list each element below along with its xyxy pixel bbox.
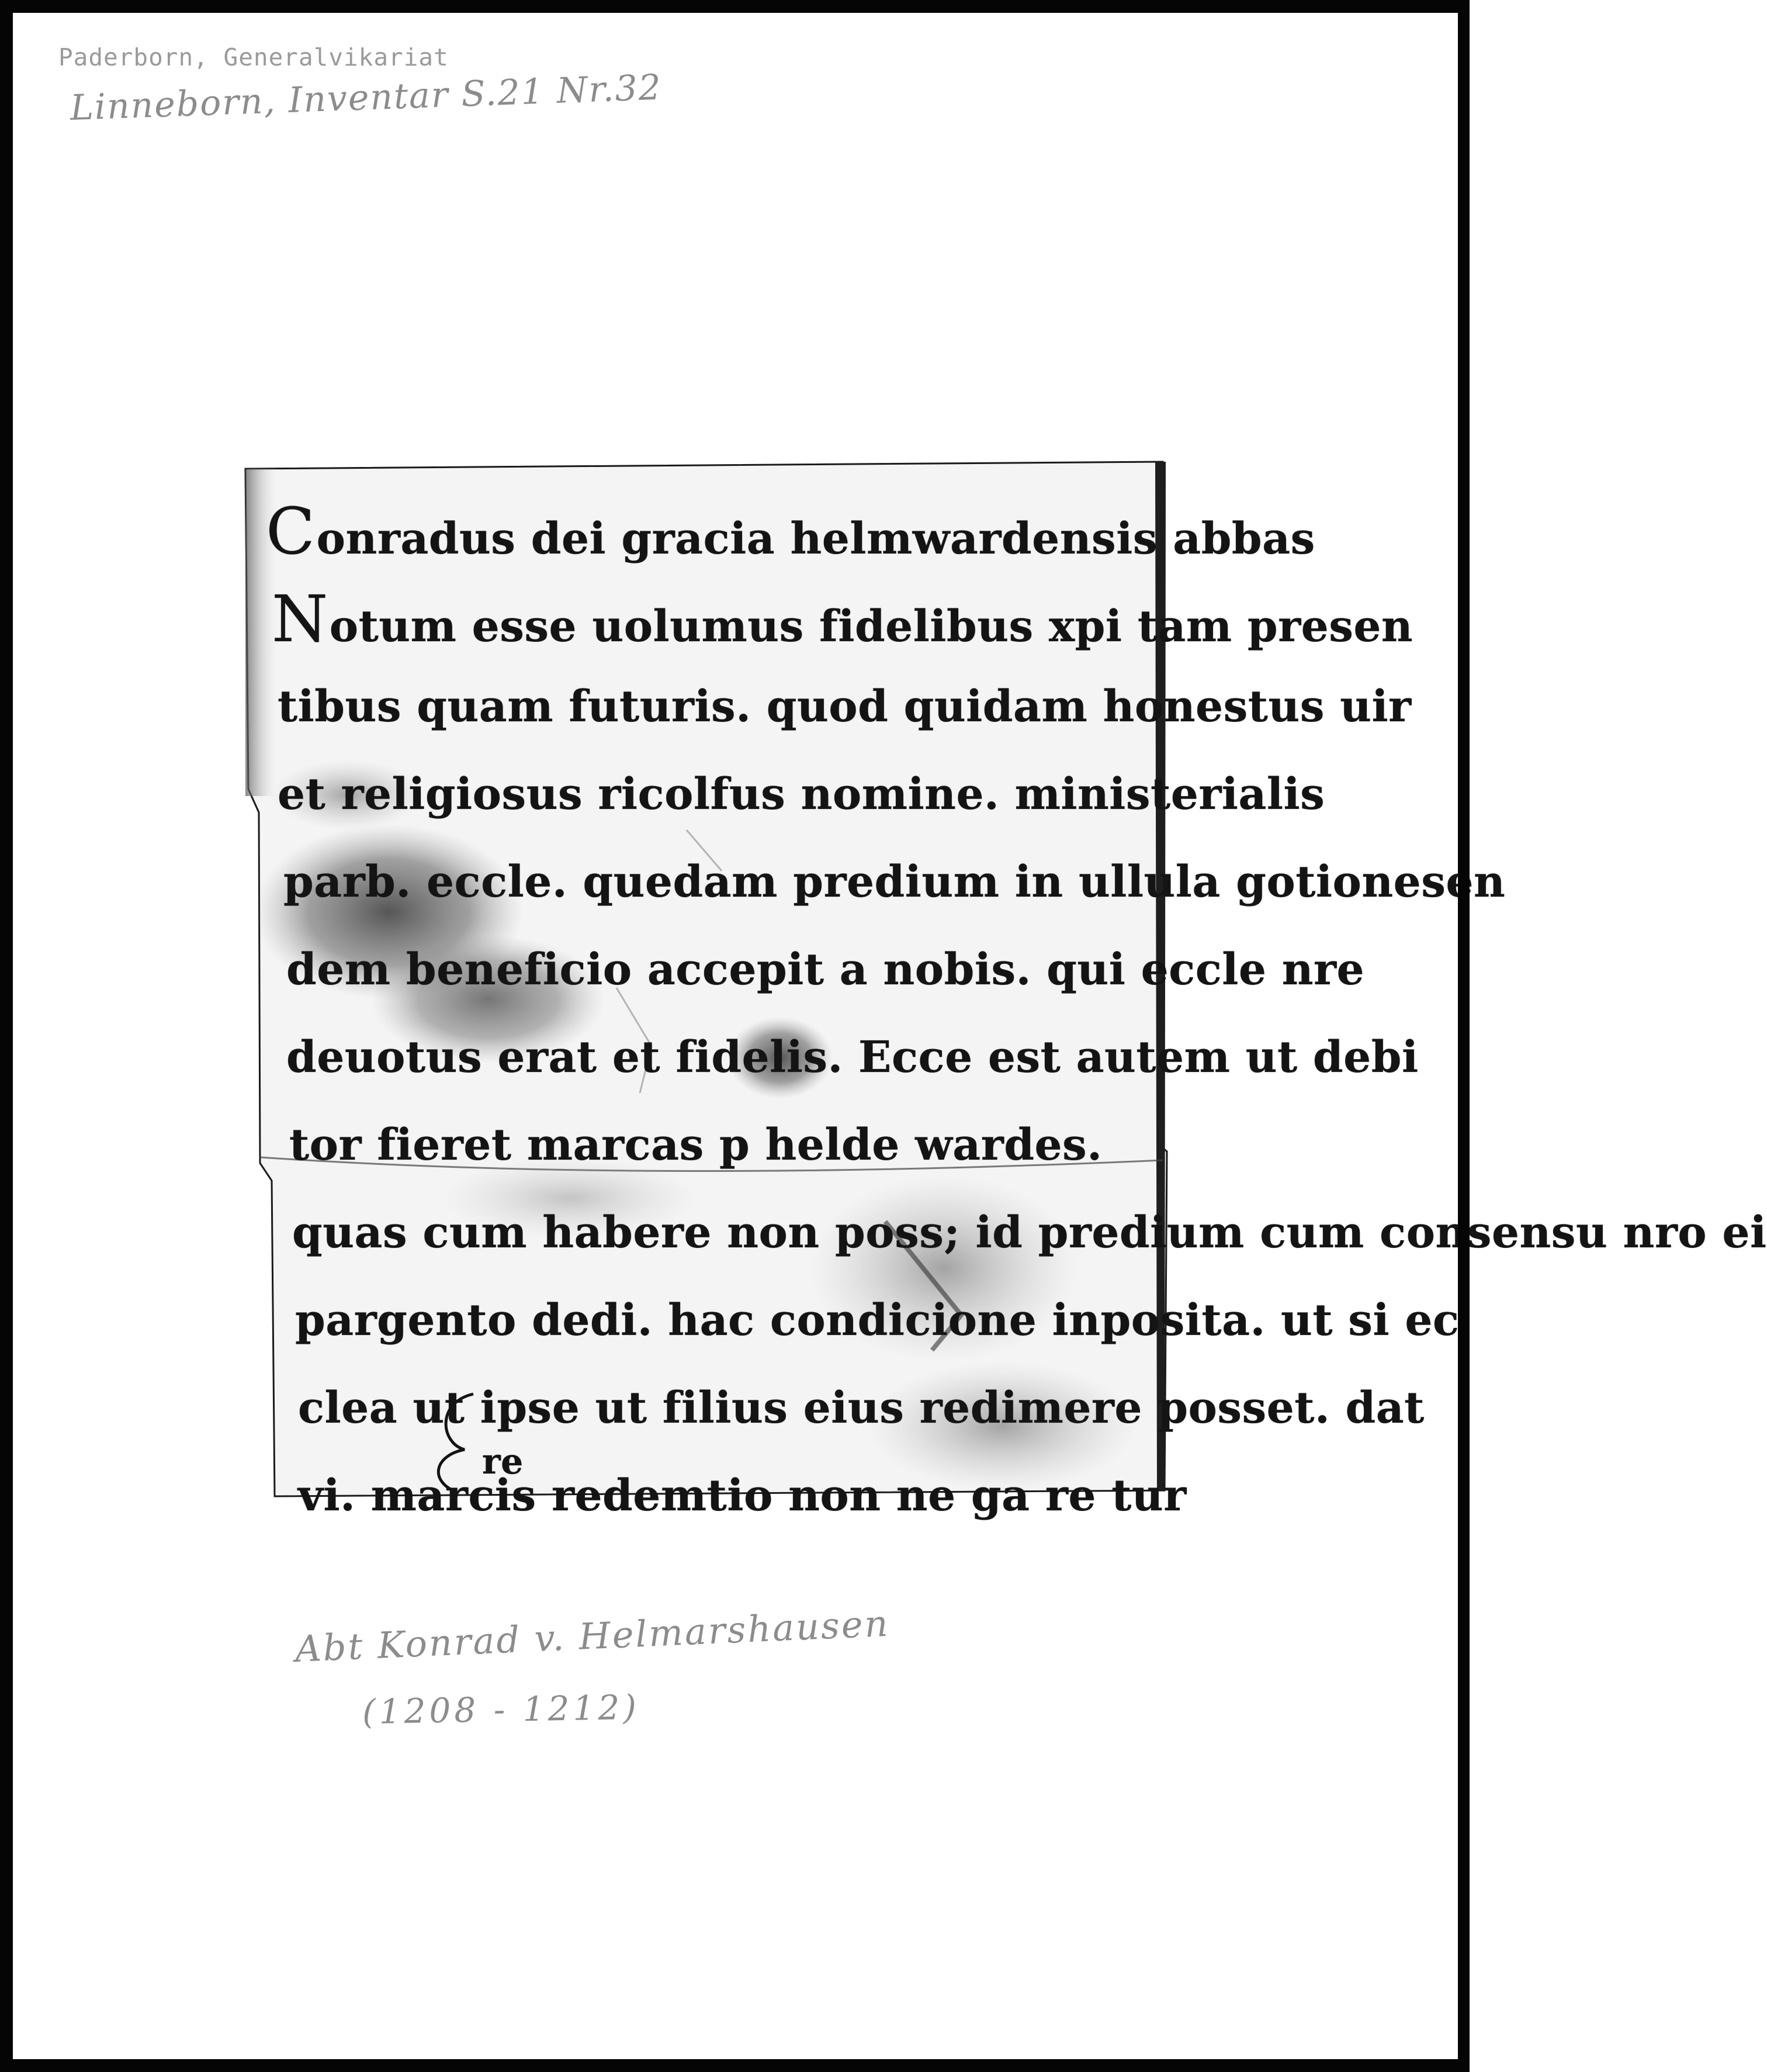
attribution-date: (1208 - 1212) bbox=[362, 1687, 640, 1732]
charter-line bbox=[266, 1374, 1425, 1461]
charter-line bbox=[266, 582, 1413, 672]
line-text: clea ut ipse ut filius eius redimere posset. dat bbox=[298, 1383, 1425, 1433]
charter-line bbox=[266, 1286, 1460, 1374]
charter-line bbox=[266, 848, 1506, 935]
line-text: vi. marcis redemtio non ne ga re tur bbox=[298, 1471, 1187, 1521]
charter-text bbox=[266, 494, 1767, 1549]
line-text: dem beneficio accepit a nobis. qui eccle nre bbox=[286, 945, 1365, 995]
initial-letter: C bbox=[266, 494, 316, 569]
charter-line bbox=[266, 494, 1315, 584]
charter-line bbox=[266, 1111, 1154, 1198]
charter-line bbox=[266, 672, 1412, 760]
line-text: deuotus erat et fidelis. Ecce est autem ut debi bbox=[286, 1032, 1419, 1082]
line-text: tor fieret marcas p helde wardes. bbox=[289, 1120, 1103, 1170]
line-text: tibus quam futuris. quod quidam honestus uir bbox=[278, 682, 1412, 732]
line-text: et religiosus ricolfus nomine. ministerialis bbox=[278, 769, 1325, 819]
initial-letter: N bbox=[272, 582, 328, 656]
charter-line bbox=[266, 1441, 1187, 1549]
charter-photograph bbox=[242, 462, 1767, 1521]
archive-stamp: Paderborn, Generalvikariat bbox=[58, 43, 449, 71]
charter-line bbox=[266, 1023, 1419, 1111]
inventory-note: Linneborn, Inventar S.21 Nr.32 bbox=[69, 67, 663, 129]
charter-line bbox=[266, 760, 1325, 848]
attribution-title: Abt Konrad v. Helmarshausen bbox=[294, 1601, 891, 1670]
charter-line bbox=[266, 1198, 1767, 1286]
line-text: parb. eccle. quedam predium in ullula gotionesen bbox=[283, 857, 1506, 907]
line-text: otum esse uolumus fidelibus xpi tam presen bbox=[329, 601, 1413, 652]
charter-line bbox=[266, 935, 1365, 1023]
line-text: onradus dei gracia helmwardensis abbas bbox=[316, 514, 1315, 564]
line-text: pargento dedi. hac condicione inposita. ut si ec bbox=[295, 1295, 1460, 1345]
interlinear-correction: re bbox=[482, 1441, 524, 1482]
line-text: quas cum habere non poss; id predium cum consensu nro ei bbox=[292, 1208, 1767, 1258]
